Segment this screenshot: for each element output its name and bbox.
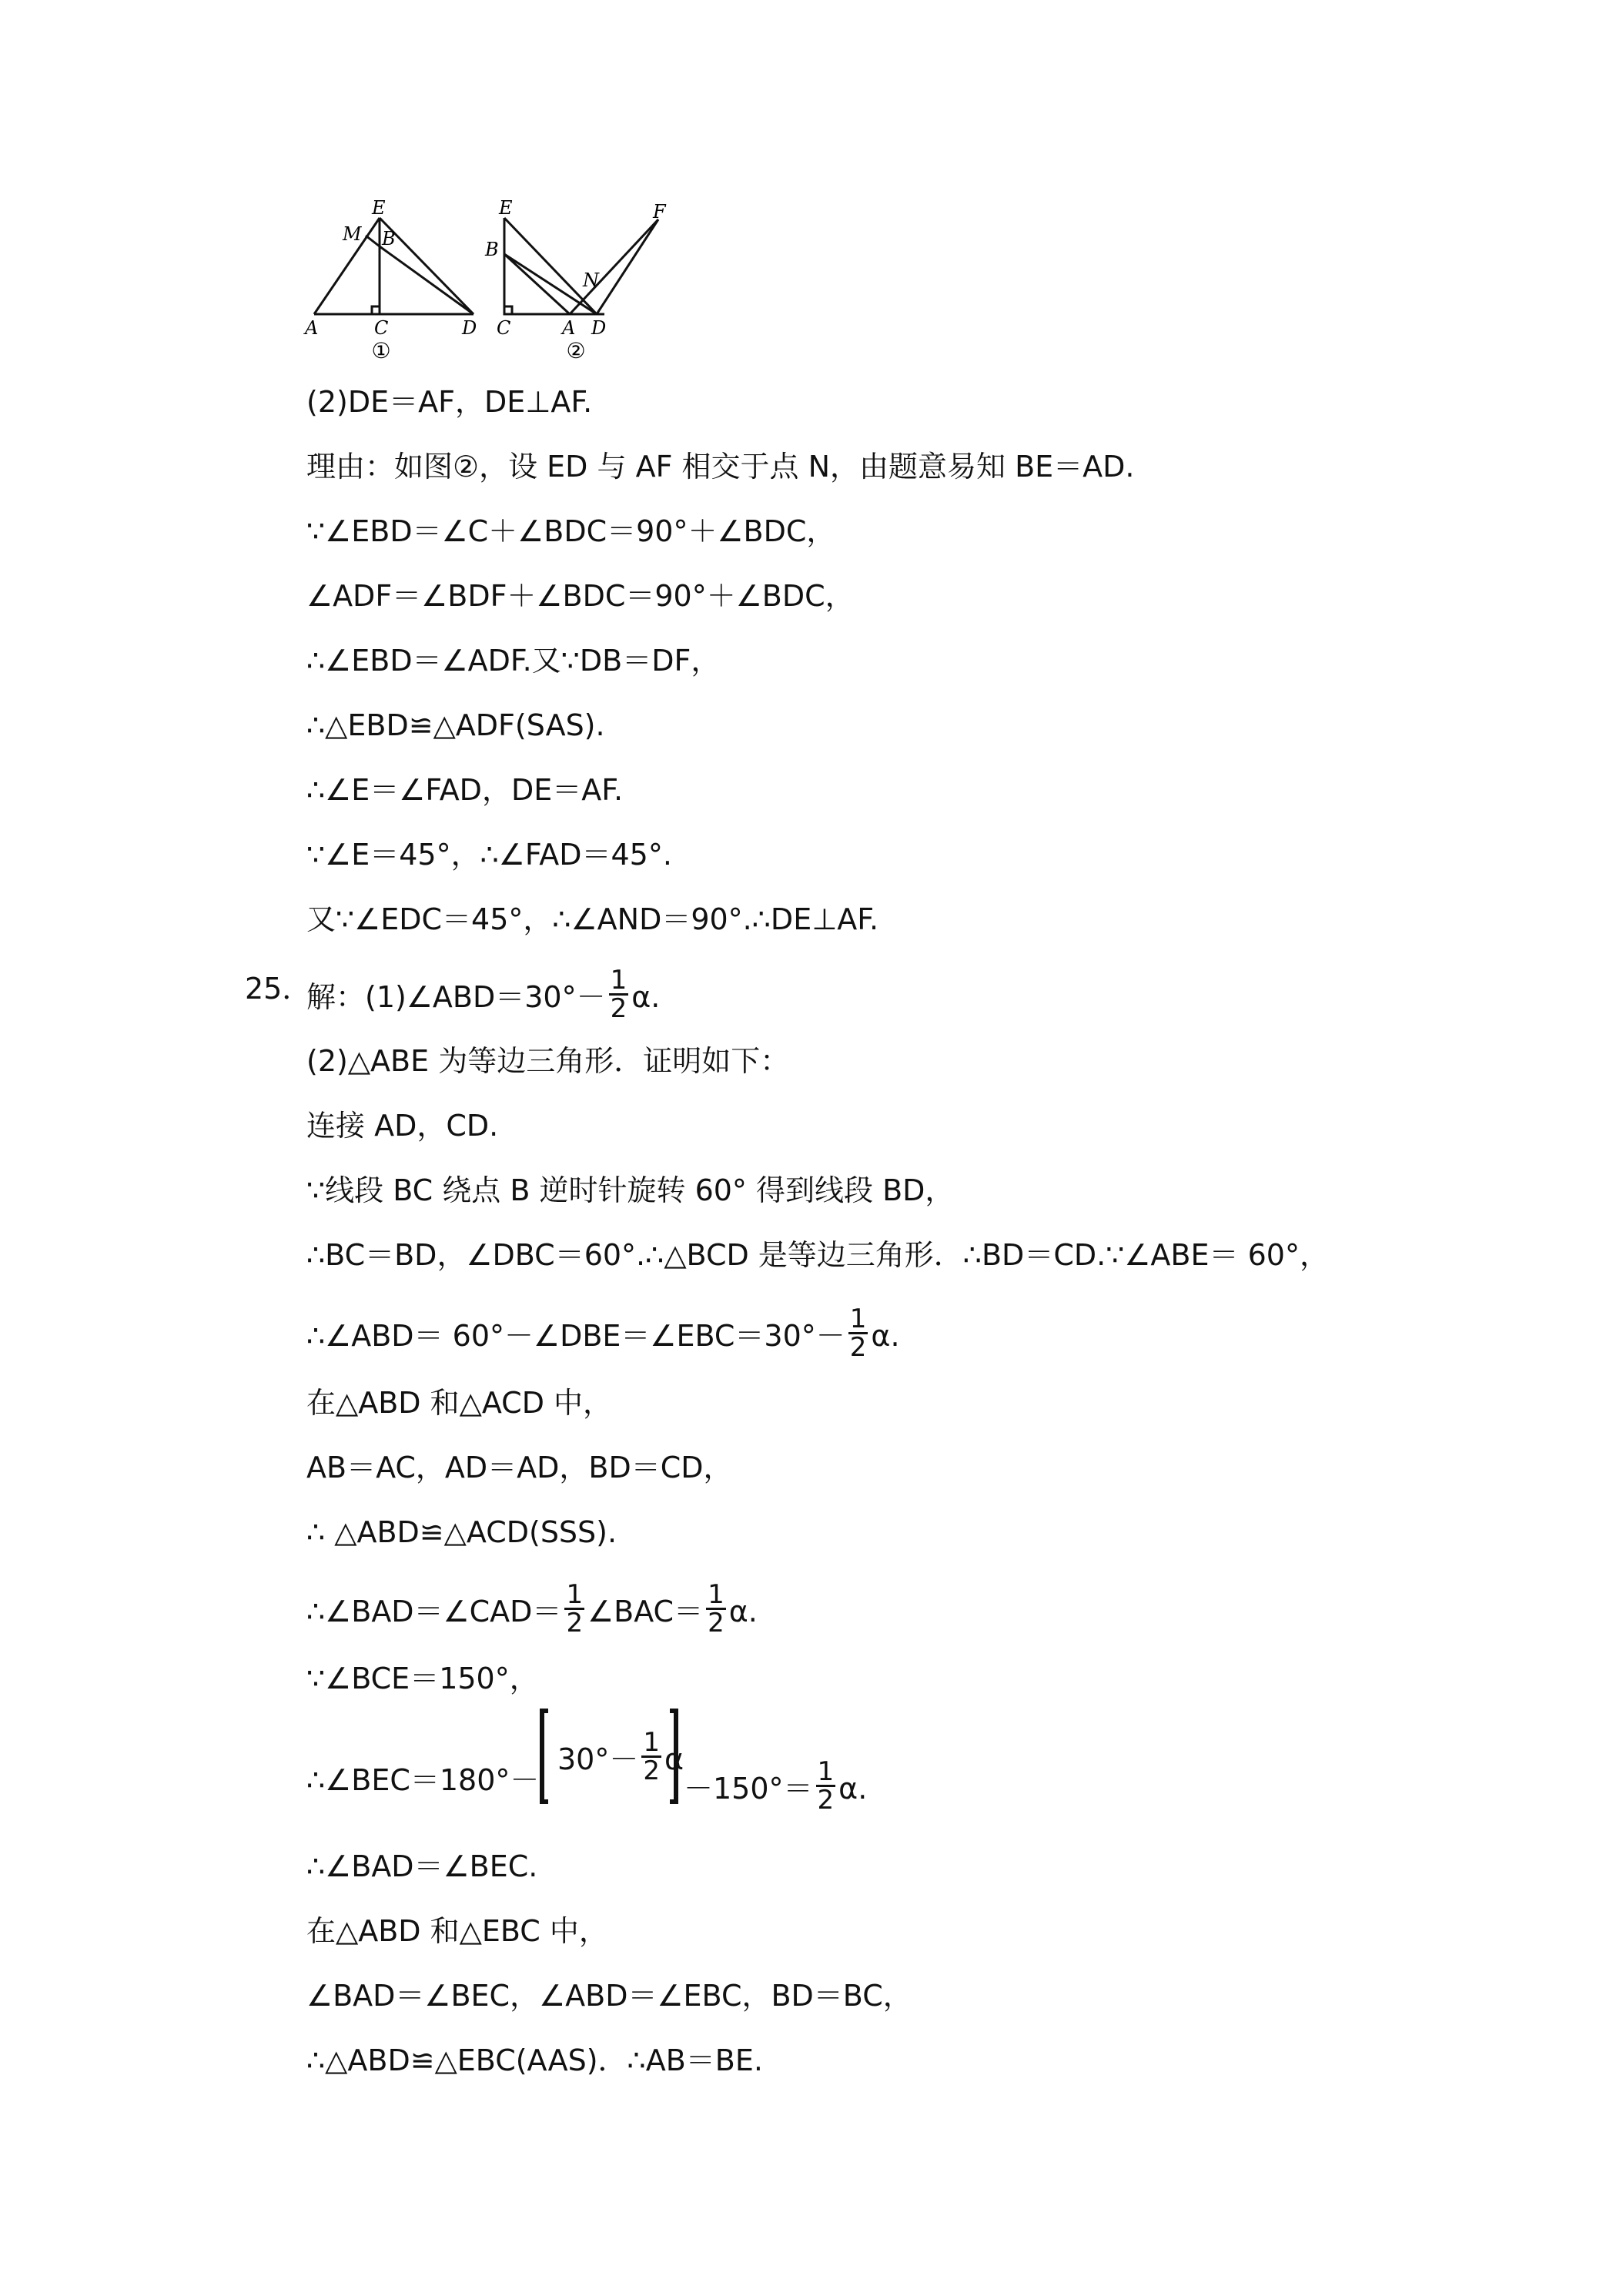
q25-part1-text: 解：(1)∠ABD＝30°－ bbox=[306, 980, 606, 1014]
fig2-caption: ② bbox=[566, 338, 586, 363]
proof-line: ∴∠BAD＝∠BEC. bbox=[306, 1849, 538, 1883]
fig1-segment-BD bbox=[380, 246, 474, 314]
fraction-numerator: 1 bbox=[610, 965, 627, 996]
bec-line bbox=[306, 1763, 539, 1797]
fig2-label-C: C bbox=[497, 317, 511, 339]
proof-line: ∴∠E＝∠FAD，DE＝AF. bbox=[306, 773, 624, 807]
fig2-label-A: A bbox=[562, 317, 576, 339]
fig1-label-A: A bbox=[305, 317, 319, 339]
left-bracket bbox=[542, 1711, 548, 1802]
fraction-half bbox=[564, 1581, 584, 1636]
bad-line bbox=[306, 1579, 758, 1641]
proof-line: 理由：如图②，设 ED 与 AF 相交于点 N，由题意易知 BE＝AD. bbox=[306, 450, 1135, 484]
bec-line-p3: α. bbox=[838, 1772, 868, 1806]
fraction-half bbox=[706, 1581, 726, 1636]
proof-line: 在△ABD 和△ACD 中， bbox=[306, 1386, 613, 1420]
fig2-label-F: F bbox=[653, 201, 666, 223]
fraction-denominator: 2 bbox=[708, 1608, 724, 1638]
fraction-half bbox=[609, 967, 629, 1022]
proof-line: ∵∠EBD＝∠C＋∠BDC＝90°＋∠BDC， bbox=[306, 514, 836, 548]
proof-line: ∵线段 BC 绕点 B 逆时针旋转 60° 得到线段 BD， bbox=[306, 1173, 955, 1207]
proof-line: (2)△ABE 为等边三角形．证明如下： bbox=[306, 1044, 790, 1078]
fig1-label-M: M bbox=[343, 223, 362, 245]
proof-line: ∵∠E＝45°，∴∠FAD＝45°. bbox=[306, 838, 672, 872]
fig1-label-C: C bbox=[374, 317, 389, 339]
fig2-label-N: N bbox=[583, 269, 599, 291]
figure-2 bbox=[504, 218, 658, 314]
q25-part1 bbox=[306, 965, 661, 1026]
fig1-segment-MB bbox=[366, 236, 380, 246]
fraction-half bbox=[848, 1306, 868, 1361]
fraction-half bbox=[641, 1729, 661, 1784]
proof-line: 连接 AD，CD. bbox=[306, 1109, 499, 1143]
fig2-segment-DF bbox=[597, 219, 658, 314]
proof-line: 在△ABD 和△EBC 中， bbox=[306, 1914, 608, 1948]
fraction-denominator: 2 bbox=[643, 1755, 660, 1786]
fig2-segment-AF bbox=[570, 219, 658, 314]
bec-line-p2: －150°＝ bbox=[684, 1772, 813, 1806]
fraction-numerator: 1 bbox=[708, 1579, 724, 1610]
bec-inner-alpha: α bbox=[664, 1742, 684, 1776]
proof-line: ∠BAD＝∠BEC，∠ABD＝∠EBC，BD＝BC， bbox=[306, 1979, 912, 2013]
bad-line-p1: ∴∠BAD＝∠CAD＝ bbox=[306, 1595, 562, 1628]
fig2-label-B: B bbox=[485, 239, 499, 260]
fraction-half bbox=[816, 1756, 836, 1816]
fraction-denominator: 2 bbox=[817, 1785, 835, 1816]
fig1-label-E: E bbox=[372, 197, 386, 219]
proof-line: ∴△EBD≌△ADF(SAS). bbox=[306, 708, 605, 742]
abd-line-alpha: α. bbox=[871, 1319, 900, 1353]
fraction-numerator: 1 bbox=[817, 1756, 835, 1787]
proof-line: AB＝AC，AD＝AD，BD＝CD， bbox=[306, 1451, 733, 1484]
abd-line-text: ∴∠ABD＝ 60°－∠DBE＝∠EBC＝30°－ bbox=[306, 1319, 845, 1353]
fig1-label-D: D bbox=[462, 317, 477, 339]
bec-line-p1: ∴∠BEC＝180°－ bbox=[306, 1763, 540, 1797]
question-number: 25． bbox=[245, 972, 312, 1006]
fraction-denominator: 2 bbox=[849, 1332, 867, 1363]
q25-part1-alpha: α. bbox=[631, 980, 661, 1014]
fig2-right-angle-mark bbox=[504, 306, 512, 314]
proof-line: 又∵∠EDC＝45°，∴∠AND＝90°.∴DE⊥AF. bbox=[306, 902, 879, 936]
fraction-denominator: 2 bbox=[566, 1608, 584, 1638]
fraction-numerator: 1 bbox=[566, 1579, 584, 1610]
proof-line: ∵∠BCE＝150°， bbox=[306, 1662, 539, 1695]
proof-line: (2)DE＝AF，DE⊥AF. bbox=[306, 385, 593, 419]
fig1-right-angle-mark bbox=[372, 306, 380, 314]
bec-line-tail bbox=[684, 1756, 868, 1818]
fig1-caption: ① bbox=[371, 338, 391, 363]
abd-line bbox=[306, 1304, 900, 1365]
fig2-label-D: D bbox=[591, 317, 607, 339]
fraction-numerator: 1 bbox=[849, 1304, 867, 1334]
bec-line-inner bbox=[557, 1727, 684, 1789]
fraction-numerator: 1 bbox=[643, 1727, 660, 1758]
proof-line: ∠ADF＝∠BDF＋∠BDC＝90°＋∠BDC， bbox=[306, 579, 855, 613]
fig1-label-B: B bbox=[382, 228, 396, 249]
proof-line: ∴BC＝BD，∠DBC＝60°.∴△BCD 是等边三角形．∴BD＝CD.∵∠ABE＝ 60°， bbox=[306, 1238, 1329, 1272]
bad-line-p3: α. bbox=[728, 1595, 758, 1628]
proof-line: ∴∠EBD＝∠ADF.又∵DB＝DF， bbox=[306, 644, 721, 678]
fig2-segment-BA bbox=[504, 254, 570, 314]
fraction-denominator: 2 bbox=[610, 993, 627, 1024]
proof-line: ∴ △ABD≌△ACD(SSS). bbox=[306, 1515, 617, 1549]
proof-line: ∴△ABD≌△EBC(AAS)．∴AB＝BE. bbox=[306, 2043, 763, 2077]
fig2-label-E: E bbox=[499, 197, 513, 219]
bad-line-p2: ∠BAC＝ bbox=[587, 1595, 704, 1628]
bec-inner-text: 30°－ bbox=[557, 1742, 639, 1776]
